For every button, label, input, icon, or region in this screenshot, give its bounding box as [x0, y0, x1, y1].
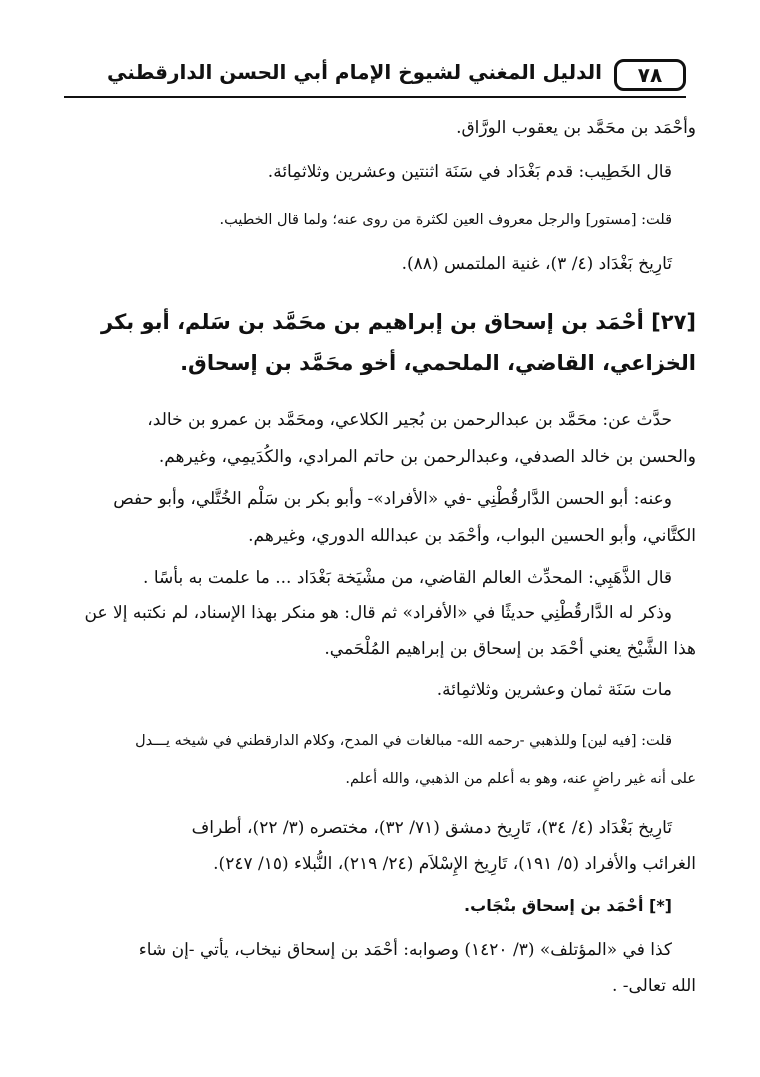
text-line: هذا الشَّيْخ يعني أحْمَد بن إسحاق بن إبراهيم المُلْحَمي.: [324, 639, 696, 659]
text-line: قال الخَطِيب: قدم بَغْدَاد في سَنَة اثنتين وعشرين وثلاثمِائة.: [267, 162, 672, 182]
note-line: على أنه غير راضٍ عنه، وهو به أعلم من الذهبي، والله أعلم.: [345, 771, 696, 787]
text-line: مات سَنَة ثمان وعشرين وثلاثمِائة.: [436, 680, 672, 700]
source-line: تَارِيخ بَغْدَاد (٤/ ٣٤)، تَارِيخ دمشق (٧١/ ٣٢)، مختصره (٣/ ٢٢)، أطراف: [191, 818, 672, 838]
text-line: قال الذَّهَبِي: المحدِّث العالم القاضي، من مشْيَخة بَغْدَاد ... ما علمت به بأسًا .: [143, 568, 672, 588]
header-rule: [64, 96, 686, 98]
text-line: وذكر له الدَّارقُطْنِي حديثًا في «الأفراد» ثم قال: هو منكر بهذا الإسناد، لم نكتبه إلا عن: [84, 603, 672, 623]
text-line: حدَّث عن: محَمَّد بن عبدالرحمن بن بُجير الكلاعي، ومحَمَّد بن عمرو بن خالد،: [147, 410, 672, 430]
note-line: قلت: [فيه لين] وللذهبي -رحمه الله- مبالغات في المدح، وكلام الدارقطني في شيخه يـــدل: [135, 733, 672, 749]
text-line: الكتَّاني، وأبو الحسين البواب، وأحْمَد بن عبدالله الدوري، وغيرهم.: [248, 526, 696, 546]
entry-heading-continued: الخزاعي، القاضي، الملحمي، أخو محَمَّد بن إسحاق.: [180, 351, 696, 375]
source-line: الغرائب والأفراد (٥/ ١٩١)، تَارِيخ الإِسْلاَم (٢٤/ ٢١٩)، النُّبلاء (١٥/ ٢٤٧).: [213, 854, 696, 874]
text-line: كذا في «المؤتلف» (٣/ ١٤٢٠) وصوابه: أحْمَد بن إسحاق نيخاب، يأتي -إن شاء: [138, 940, 672, 960]
text-line: والحسن بن خالد الصدفي، وعبدالرحمن بن حاتم المرادي، والكُدَيمِي، وغيرهم.: [158, 447, 696, 467]
note-line: قلت: [مستور] والرجل معروف العين لكثرة من روى عنه؛ ولما قال الخطيب.: [219, 212, 672, 228]
source-line: تَارِيخ بَغْدَاد (٤/ ٣)، غنية الملتمس (٨٨).: [401, 254, 672, 274]
page-header: [64, 56, 686, 98]
text-line: الله تعالى- .: [611, 976, 696, 996]
text-line: وأحْمَد بن محَمَّد بن يعقوب الورَّاق.: [456, 118, 696, 138]
running-title: الدليل المغني لشيوخ الإمام أبي الحسن الدارقطني: [107, 60, 602, 84]
text-line: وعنه: أبو الحسن الدَّارقُطْنِي -في «الأفراد»- وأبو بكر بن سَلْم الخُتَّلي، وأبو حفص: [113, 489, 672, 509]
page-number: ٧٨: [614, 59, 686, 91]
entry-subheading: [*] أحْمَد بن إسحاق بنْجَاب.: [464, 896, 672, 915]
entry-heading: [٢٧] أحْمَد بن إسحاق بن إبراهيم بن محَمَّد بن سَلم، أبو بكر: [101, 310, 696, 334]
